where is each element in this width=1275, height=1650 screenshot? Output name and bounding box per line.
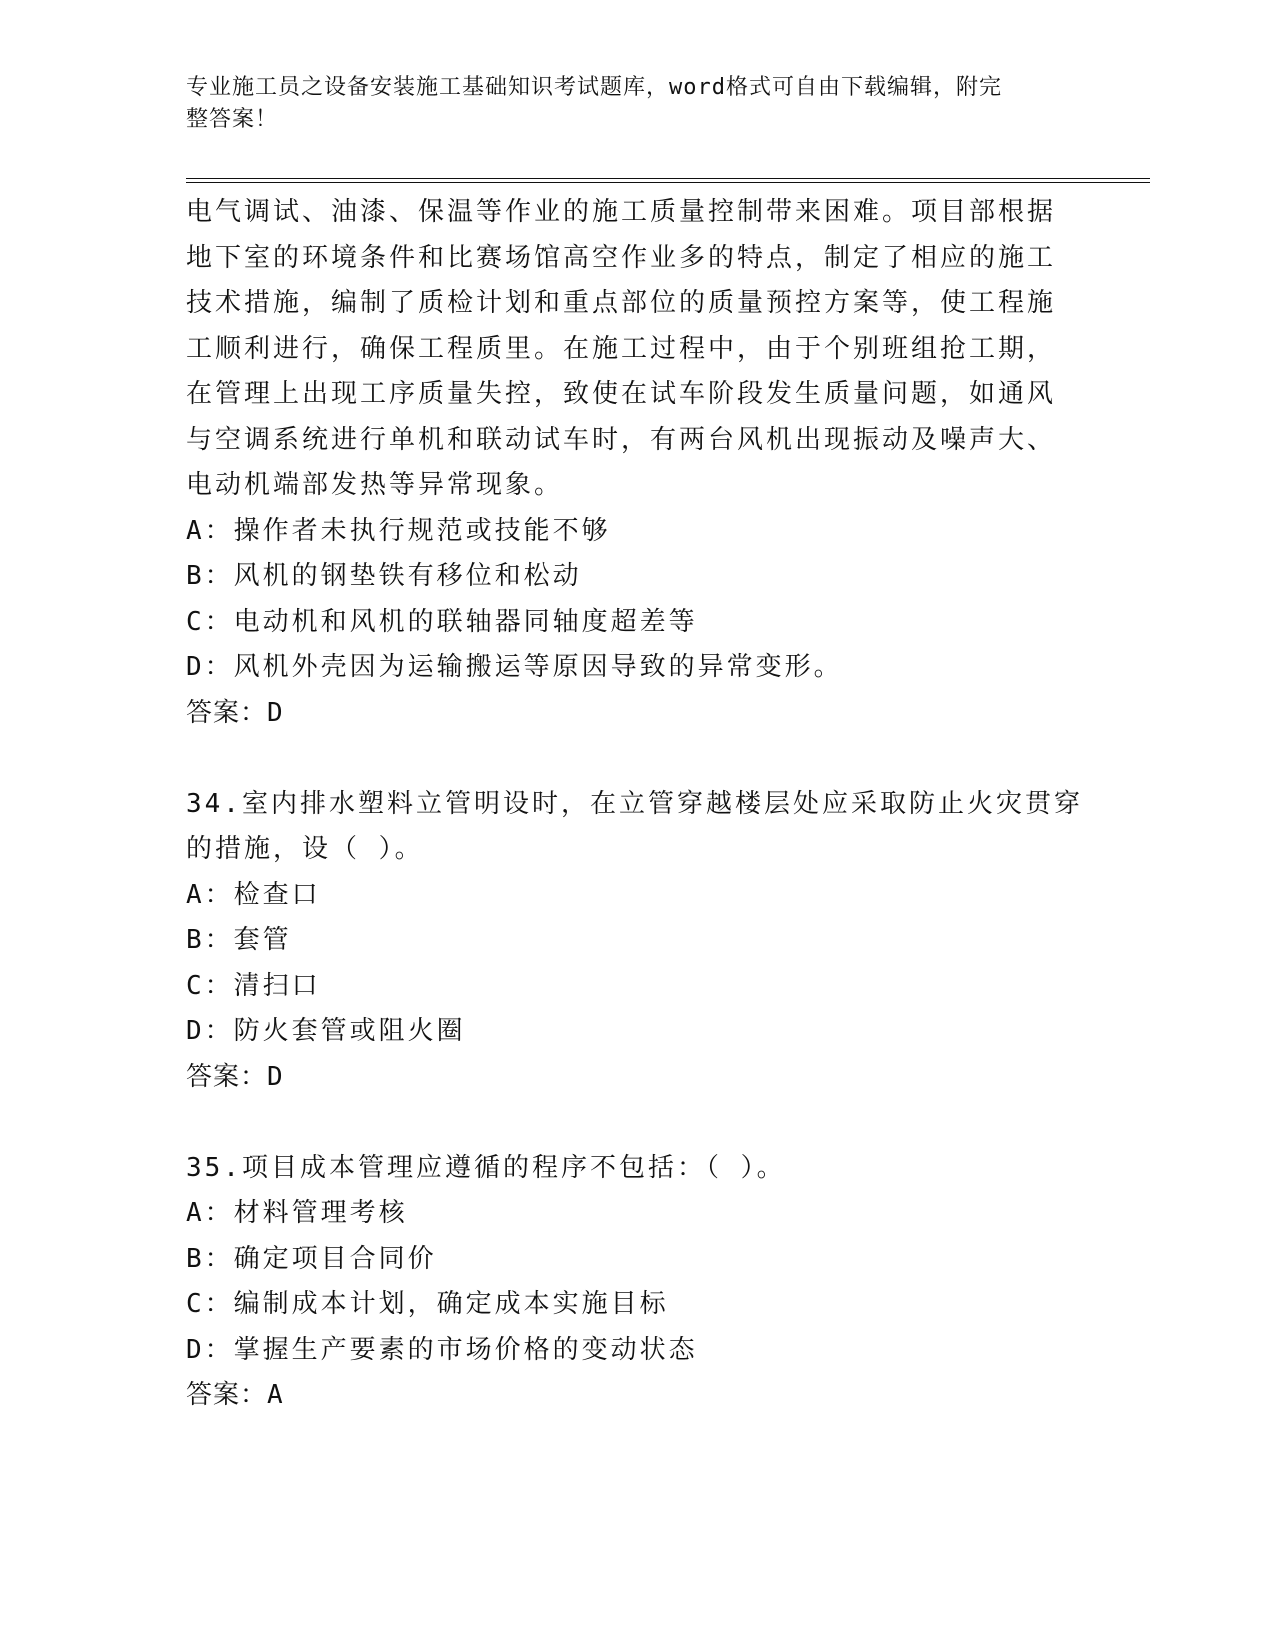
question-stem-line: 技术措施，编制了质检计划和重点部位的质量预控方案等，使工程施 [186,288,1057,318]
question-35 [186,1146,1086,1419]
answer-label: 答案：A [186,1380,284,1410]
spacer [186,1100,1086,1146]
question-stem-line: 电气调试、油漆、保温等作业的施工质量控制带来困难。项目部根据 [186,197,1057,227]
option-a: A：操作者未执行规范或技能不够 [186,515,611,546]
question-stem-line: 地下室的环境条件和比赛场馆高空作业多的特点，制定了相应的施工 [186,242,1057,273]
option-b: B：风机的钢垫铁有移位和松动 [186,561,582,591]
question-33 [186,190,1086,736]
header-rule-bottom [186,182,1150,183]
header-line-1: 专业施工员之设备安装施工基础知识考试题库，word格式可自由下载编辑，附完 [186,75,1002,100]
question-stem-line: 34.室内排水塑料立管明设时，在立管穿越楼层处应采取防止火灾贯穿 [186,788,1083,819]
option-c: C：电动机和风机的联轴器同轴度超差等 [186,606,698,637]
option-a: A：检查口 [186,879,321,910]
question-stem-line: 35.项目成本管理应遵循的程序不包括：（ ）。 [186,1152,786,1183]
option-c: C：编制成本计划，确定成本实施目标 [186,1289,669,1319]
question-stem-line: 工顺利进行，确保工程质里。在施工过程中，由于个别班组抢工期， [186,333,1057,364]
question-stem-line: 的措施，设（ ）。 [186,834,424,864]
question-stem-line: 与空调系统进行单机和联动试车时，有两台风机出现振动及噪声大、 [186,424,1057,455]
header-rule-top [186,178,1150,179]
option-d: D：掌握生产要素的市场价格的变动状态 [186,1334,698,1365]
question-content [186,190,1086,1419]
option-d: D：风机外壳因为运输搬运等原因导致的异常变形。 [186,652,843,682]
option-d: D：防火套管或阻火圈 [186,1016,466,1046]
question-34 [186,782,1086,1101]
answer-label: 答案：D [186,697,284,728]
answer-label: 答案：D [186,1061,284,1092]
option-b: B：确定项目合同价 [186,1243,437,1274]
option-b: B：套管 [186,925,292,955]
spacer [186,736,1086,782]
option-c: C：清扫口 [186,970,321,1001]
question-stem-line: 电动机端部发热等异常现象。 [186,470,564,500]
option-a: A：材料管理考核 [186,1198,408,1228]
header-line-2: 整答案！ [186,107,279,132]
page-header [186,72,1066,136]
question-stem-line: 在管理上出现工序质量失控，致使在试车阶段发生质量问题，如通风 [186,379,1057,409]
